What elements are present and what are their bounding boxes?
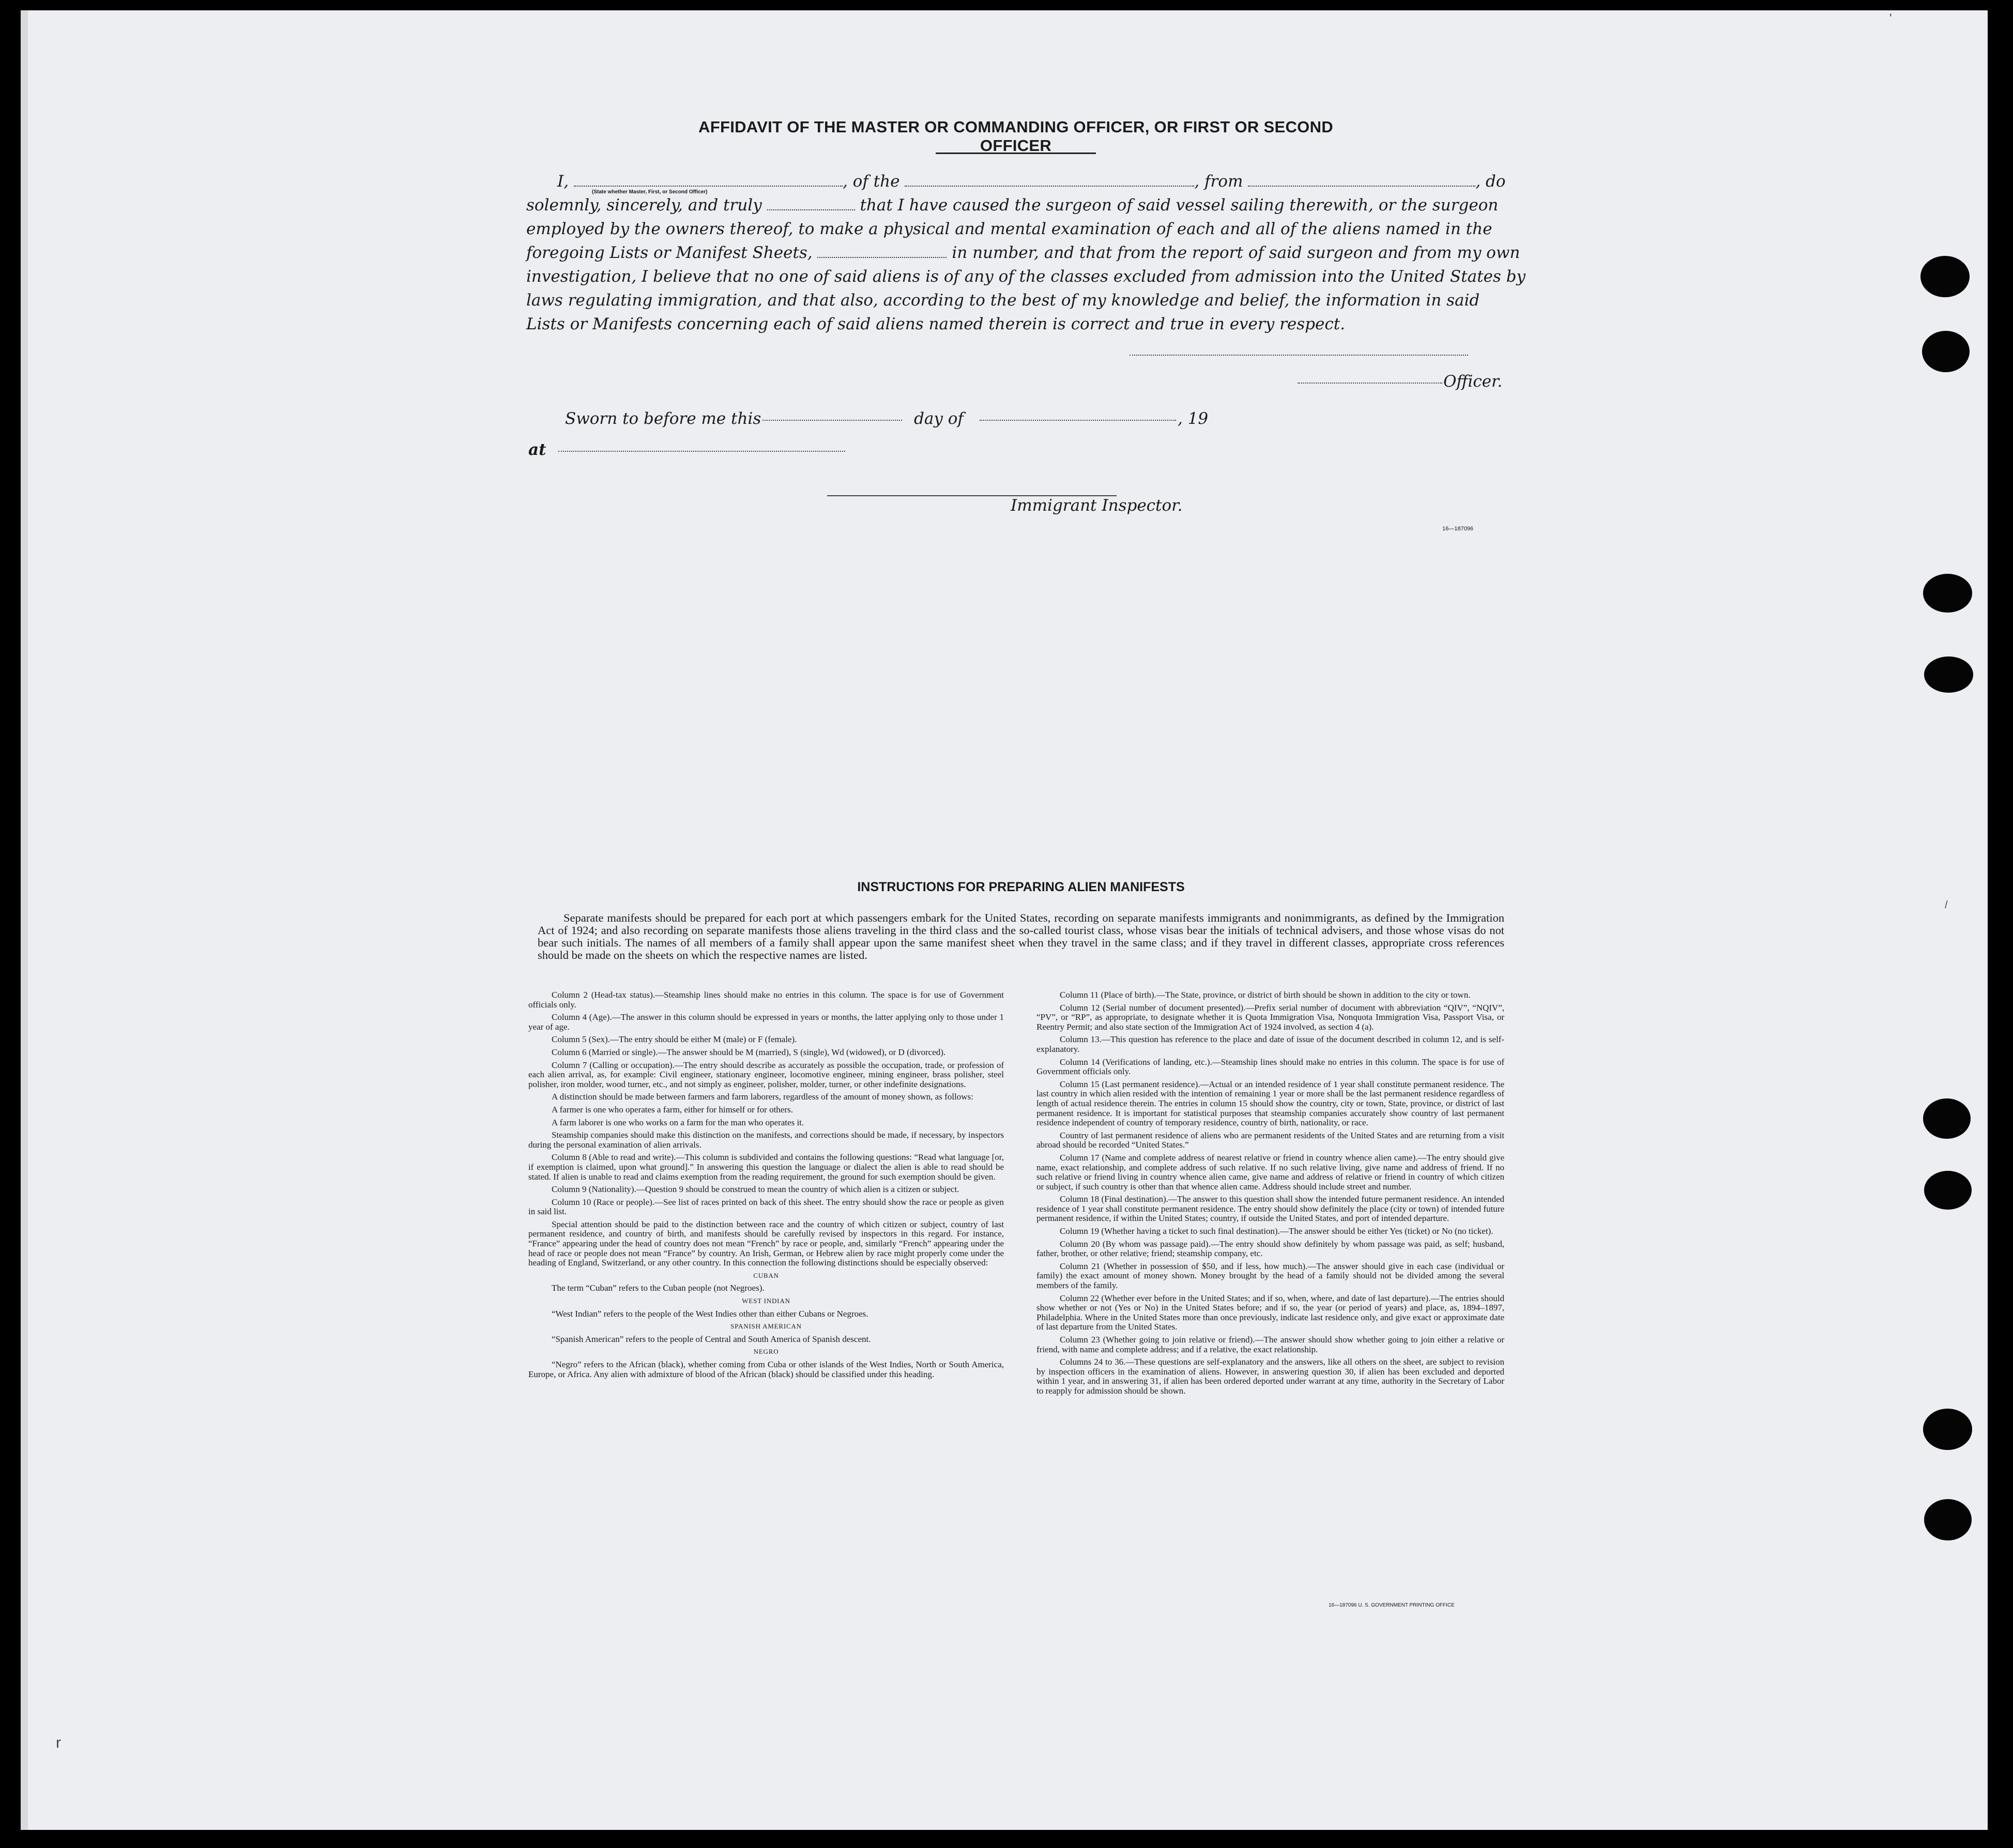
sworn-label: Sworn to before me this [565, 409, 761, 428]
instruction-paragraph: Column 4 (Age).—The answer in this column should be expressed in years or months, the latter applying only to those under 1 year of age. [528, 1012, 1004, 1032]
section-heading-negro: NEGRO [753, 1348, 779, 1356]
instruction-paragraph: Columns 24 to 36.—These questions are self-explanatory and the answers, like all others on the sheet, are subject to revision by inspection officers in the examination of aliens. However, in answering question 30, if alien has been excluded and deported within 1 year, and in answering 31, if alien has been ordered deported under warrant at any time, authority in the Secretary of Labor to reapply for admission should be shown. [1036, 1357, 1504, 1396]
instruction-paragraph: Column 19 (Whether having a ticket to such final destination).—The answer should be either Yes (ticket) or No (no ticket). [1060, 1226, 1493, 1236]
affidavit-text: employed by the owners thereof, to make a physical and mental examination of each and all of the aliens named in the [526, 220, 1492, 238]
punch-hole [1923, 1409, 1972, 1450]
instruction-paragraph: The term “Cuban” refers to the Cuban people (not Negroes). [552, 1283, 765, 1293]
blank-line[interactable] [817, 252, 947, 258]
instruction-paragraph: Column 20 (By whom was passage paid).—The entry should show definitely by whom passage was paid, as self; husband, father, brother, or other relative; friend; steamship company, etc. [1036, 1239, 1504, 1259]
affidavit-text: , from [1194, 172, 1243, 191]
instruction-paragraph: A farmer is one who operates a farm, either for himself or for others. [552, 1104, 793, 1114]
intro-paragraph: Separate manifests should be prepared for each port at which passengers embark for the United States, recording on separate manifests immigrants and nonimmigrants, as defined by the Immigration Act of 1924; and also recording on separate manifests those aliens traveling in the third class and the so-called tourist class, whose visas bear the initials of technical advisers, and those whose visas do not bear such initials. The names of all members of a family shall appear upon the same manifest sheet when they travel in the same class; and if they travel in different classes, appropriate cross references should be made on the sheets on which the respective names are listed. [538, 911, 1504, 961]
title-rule [936, 152, 1096, 154]
instruction-paragraph: Column 17 (Name and complete address of nearest relative or friend in country whence alien came).—The entry should give name, exact relationship, and complete address of such relative. If no such relative living, give name and address of friend. If no such relative or friend living in country whence alien came, give name and address of relative or friend in country of which citizen or subject, if such country is other than that whence alien came. Address should include street and number. [1036, 1152, 1504, 1192]
scan-mark: ' [1889, 11, 1892, 25]
instruction-paragraph: Column 7 (Calling or occupation).—The entry should describe as accurately as possible the occupation, trade, or profession of each alien arrival, as, for example: Civil engineer, stationary engineer, locomotive engineer, mining engineer, brass polisher, steel polisher, iron molder, wood turner, etc., and not simply as engineer, polisher, molder, turner, or other indefinite designations. [528, 1060, 1004, 1089]
signature-line[interactable] [1298, 383, 1442, 384]
officer-rank-note: (State whether Master, First, or Second Officer) [592, 189, 708, 195]
officer-label: Officer. [1443, 372, 1503, 391]
punch-hole [1923, 574, 1972, 613]
sheet-edge [21, 10, 28, 1830]
instruction-paragraph: Column 12 (Serial number of document presented).—Prefix serial number of document with abbreviation “QIV”, “NQIV”, “PV”, or “RP”, as appropriate, to designate whether it is Quota Immigration Visa, Nonquota Immigration Visa, Passport Visa, or Reentry Permit; and also state section of the Immigration Act of 1924 involved, as section 4 (a). [1036, 1002, 1504, 1032]
affidavit-title: AFFIDAVIT OF THE MASTER OR COMMANDING OFFICER, OR FIRST OR SECOND OFFICER [698, 118, 1333, 155]
instruction-paragraph: Column 14 (Verifications of landing, etc.).—Steamship lines should make no entries in this column. The space is for use of Government officials only. [1036, 1057, 1504, 1077]
instruction-paragraph: Column 6 (Married or single).—The answer should be M (married), S (single), Wd (widowed), or D (divorced). [552, 1047, 946, 1057]
blank-line[interactable] [574, 180, 843, 187]
blank-line[interactable] [905, 180, 1194, 187]
instruction-paragraph: Column 11 (Place of birth).—The State, province, or district of birth should be shown in addition to the city or town. [1060, 990, 1471, 1000]
instruction-paragraph: Column 5 (Sex).—The entry should be either M (male) or F (female). [552, 1034, 797, 1045]
instructions-right-column [1036, 990, 1504, 1399]
year-label: , 19 [1178, 409, 1209, 428]
instruction-paragraph: A distinction should be made between farmers and farm laborers, regardless of the amount of money shown, as follows: [552, 1092, 973, 1102]
instruction-paragraph: Country of last permanent residence of aliens who are permanent residents of the United States and are returning from a visit abroad should be recorded “United States.” [1036, 1130, 1504, 1150]
section-heading-west-indian: WEST INDIAN [742, 1297, 790, 1305]
scan-mark: / [1945, 899, 1948, 911]
scan-mark: r [56, 1734, 61, 1751]
place-blank[interactable] [558, 451, 845, 452]
affidavit-text: , do [1475, 172, 1506, 191]
instruction-paragraph: Column 15 (Last permanent residence).—Actual or an intended residence of 1 year shall constitute permanent residence. The last country in which alien resided with the intention of remaining 1 year or more shall be the last permanent residence regardless of length of actual residence therein. The entries in column 15 should show the country, city or town, State, province, or district of last permanent residence. It is important for statistical purposes that steamship companies accurately show country of last permanent residence independent of country of temporary residence, country of birth, nationality, or race. [1036, 1079, 1504, 1128]
affidavit-text: in number, and that from the report of said surgeon and from my own [952, 243, 1520, 262]
printing-office-code: 16—187096 U. S. GOVERNMENT PRINTING OFFICE [1329, 1602, 1455, 1608]
instructions-left-column [528, 990, 1004, 1382]
affidavit-text: that I have caused the surgeon of said vessel sailing therewith, or the surgeon [860, 196, 1499, 215]
affidavit-text: investigation, I believe that no one of said aliens is of any of the classes excluded from admission into the United States by [526, 267, 1526, 286]
instruction-paragraph: Column 2 (Head-tax status).—Steamship lines should make no entries in this column. The space is for use of Government officials only. [528, 990, 1004, 1010]
signature-line[interactable] [1130, 355, 1468, 356]
blank-line[interactable] [1248, 180, 1475, 187]
instruction-paragraph: A farm laborer is one who works on a farm for the man who operates it. [552, 1117, 804, 1127]
instruction-paragraph: Column 9 (Nationality).—Question 9 should be construed to mean the country of which alien is a citizen or subject. [552, 1184, 959, 1195]
punch-hole [1924, 1499, 1972, 1540]
instructions-intro [538, 912, 1504, 961]
instruction-paragraph: Special attention should be paid to the distinction between race and the country of which citizen or subject, country of last permanent residence, and country of birth, and manifests should be carefully revised by inspectors in this regard. For instance, “France” appearing under the head of country does not mean “French” by race or people, and, similarly “French” appearing under the head of race or people does not mean “France” by country. An Irish, German, or Hebrew alien by race might properly come under the heading of England, Switzerland, or any other country. In this connection the following distinctions should be especially observed: [528, 1219, 1004, 1268]
form-code: 16—187096 [1442, 526, 1473, 532]
instruction-paragraph: Steamship companies should make this distinction on the manifests, and corrections should be made, if necessary, by inspectors during the personal examination of alien arrivals. [528, 1130, 1004, 1150]
punch-hole [1922, 331, 1970, 372]
sworn-day-blank[interactable] [762, 420, 902, 421]
punch-hole [1924, 1171, 1972, 1210]
punch-hole [1920, 256, 1970, 297]
instruction-paragraph: Column 23 (Whether going to join relative or friend).—The answer should show whether going to join either a relative or friend, with name and complete address; and if a relative, the exact relationship. [1036, 1335, 1504, 1354]
affidavit-text: solemnly, sincerely, and truly [526, 196, 762, 215]
instruction-paragraph: Column 8 (Able to read and write).—This column is subdivided and contains the following questions: “Read what language [or, if exemption is claimed, upon what ground].” In answering this question the language or dialect the alien is able to read should be stated. If alien is unable to read and claims exemption from the reading requirement, the ground for such exemption should be given. [528, 1152, 1004, 1182]
instruction-paragraph: Column 21 (Whether in possession of $50, and if less, how much).—The answer should give in each case (individual or family) the exact amount of money shown. Money brought by the head of a family should not be divided among the several members of the family. [1036, 1261, 1504, 1291]
blank-line[interactable] [767, 204, 855, 210]
inspector-label: Immigrant Inspector. [1011, 496, 1183, 515]
sworn-month-blank[interactable] [980, 420, 1176, 421]
day-of-label: day of [914, 409, 964, 428]
instruction-paragraph: Column 22 (Whether ever before in the United States; and if so, when, where, and date of last departure).—The entries should show whether or not (Yes or No) in the United States before; and if so, the year (or period of years) and place, as, 1894–1897, Philadelphia. Where in the United States more than once previously, indicate last residence only, and give exact or approximate date of last departure from the United States. [1036, 1293, 1504, 1332]
section-heading-cuban: CUBAN [753, 1271, 779, 1279]
instruction-paragraph: Column 10 (Race or people).—See list of races printed on back of this sheet. The entry should show the race or people as given in said list. [528, 1197, 1004, 1217]
instruction-paragraph: “Spanish American” refers to the people of Central and South America of Spanish descent. [552, 1334, 871, 1344]
at-label: at [528, 440, 546, 459]
instruction-paragraph: “West Indian” refers to the people of the West Indies other than either Cubans or Negroes. [552, 1308, 868, 1319]
affidavit-text: I, [557, 172, 569, 191]
affidavit-text: foregoing Lists or Manifest Sheets, [526, 243, 813, 262]
affidavit-text: Lists or Manifests concerning each of said aliens named therein is correct and true in every respect. [526, 315, 1346, 333]
punch-hole [1923, 1098, 1971, 1139]
punch-hole [1924, 656, 1973, 693]
section-heading-spanish-american: SPANISH AMERICAN [730, 1322, 802, 1331]
affidavit-text: laws regulating immigration, and that also, according to the best of my knowledge and belief, the information in said [526, 291, 1480, 310]
instruction-paragraph: “Negro” refers to the African (black), whether coming from Cuba or other islands of the West Indies, North or South America, Europe, or Africa. Any alien with admixture of blood of the African (black) should be classified under this heading. [528, 1360, 1004, 1379]
instruction-paragraph: Column 13.—This question has reference to the place and date of issue of the document described in column 12, and is self-explanatory. [1036, 1034, 1504, 1054]
instructions-title: INSTRUCTIONS FOR PREPARING ALIEN MANIFESTS [857, 880, 1185, 894]
instruction-paragraph: Column 18 (Final destination).—The answer to this question shall show the intended future permanent residence. An intended residence of 1 year shall constitute permanent residence. The entry should show definitely the place (city or town) of intended future permanent residence, if within the United States; country, if outside the United States, and port of intended departure. [1036, 1194, 1504, 1224]
affidavit-text: , of the [842, 172, 900, 191]
